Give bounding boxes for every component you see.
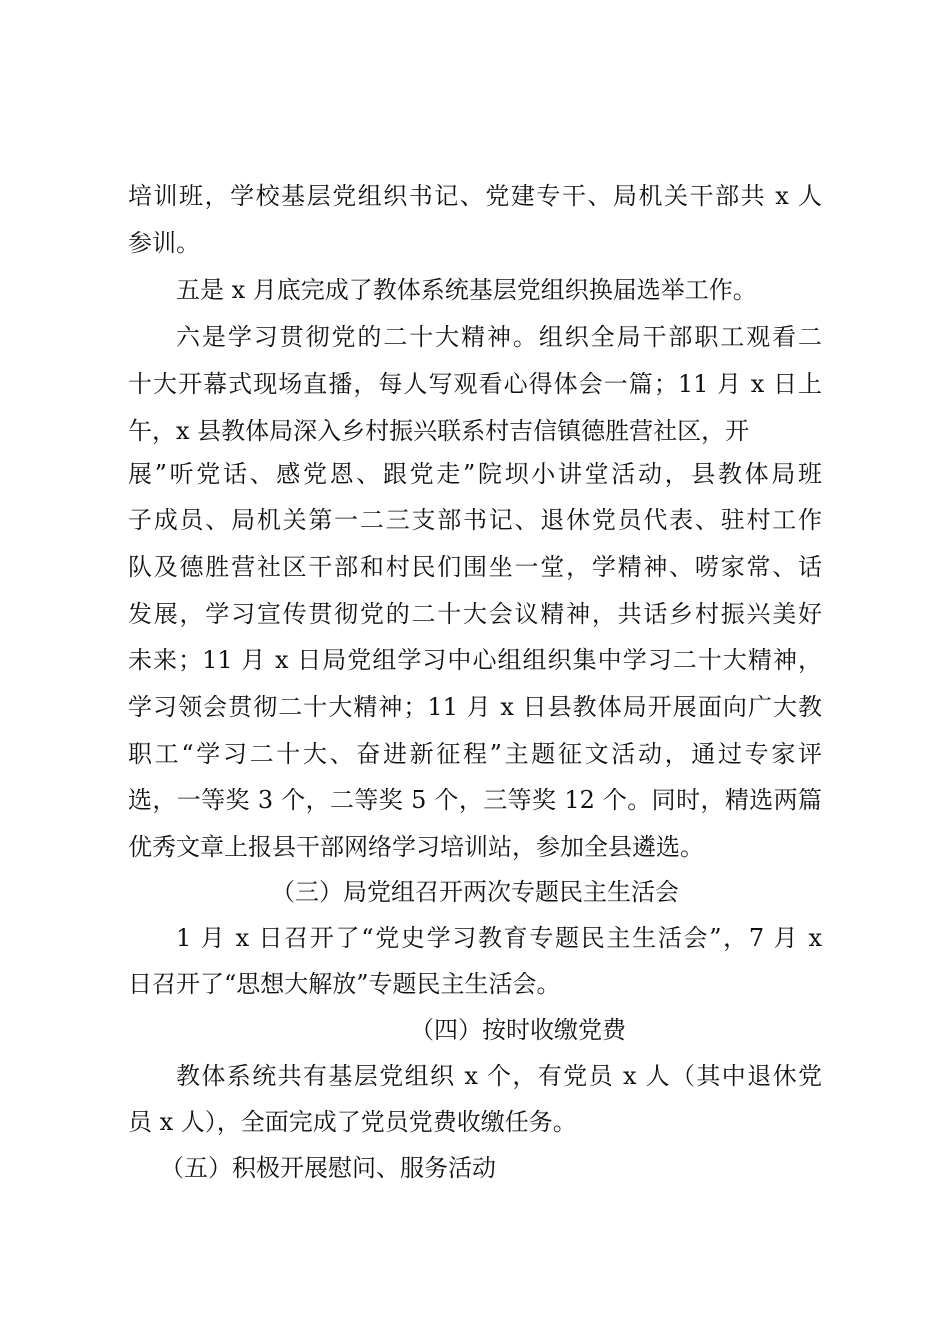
paragraph-line: 职工“学习二十大、奋进新征程”主题征文活动，通过专家评 — [128, 740, 822, 768]
paragraph-line: 教体系统共有基层党组织 x 个，有党员 x 人（其中退休党 — [176, 1062, 822, 1090]
paragraph-line: 展”听党话、感党恩、跟党走”院坝小讲堂活动，县教体局班 — [128, 460, 822, 488]
paragraph-line: 员 x 人），全面完成了党员党费收缴任务。 — [128, 1108, 577, 1136]
section-heading: （五）积极开展慰问、服务活动 — [160, 1154, 496, 1182]
paragraph-line: 未来；11 月 x 日局党组学习中心组组织集中学习二十大精神， — [128, 646, 822, 674]
paragraph-line: 日召开了“思想大解放”专题民主生活会。 — [128, 970, 561, 998]
paragraph-line: 午，x 县教体局深入乡村振兴联系村吉信镇德胜营社区，开 — [128, 417, 750, 445]
paragraph-line: 学习领会贯彻二十大精神；11 月 x 日县教体局开展面向广大教 — [128, 693, 822, 721]
paragraph-line: 子成员、局机关第一二三支部书记、退休党员代表、驻村工作 — [128, 506, 822, 534]
paragraph-line: 优秀文章上报县干部网络学习培训站，参加全县遴选。 — [128, 833, 704, 861]
paragraph-line: 发展，学习宣传贯彻党的二十大会议精神，共话乡村振兴美好 — [128, 600, 822, 628]
paragraph-line: 培训班，学校基层党组织书记、党建专干、局机关干部共 x 人 — [128, 182, 822, 210]
paragraph-line: 队及德胜营社区干部和村民们围坐一堂，学精神、唠家常、话 — [128, 553, 822, 581]
section-heading: （四）按时收缴党费 — [410, 1016, 626, 1044]
paragraph-line: 1 月 x 日召开了“党史学习教育专题民主生活会”，7 月 x — [176, 924, 822, 952]
paragraph-line: 十大开幕式现场直播，每人写观看心得体会一篇；11 月 x 日上 — [128, 370, 822, 398]
paragraph-line: 参训。 — [128, 229, 200, 257]
section-heading: （三）局党组召开两次专题民主生活会 — [271, 878, 679, 906]
paragraph-line: 六是学习贯彻党的二十大精神。组织全局干部职工观看二 — [176, 323, 822, 351]
paragraph-line: 五是 x 月底完成了教体系统基层党组织换届选举工作。 — [176, 276, 757, 304]
paragraph-line: 选，一等奖 3 个，二等奖 5 个，三等奖 12 个。同时，精选两篇 — [128, 786, 822, 814]
